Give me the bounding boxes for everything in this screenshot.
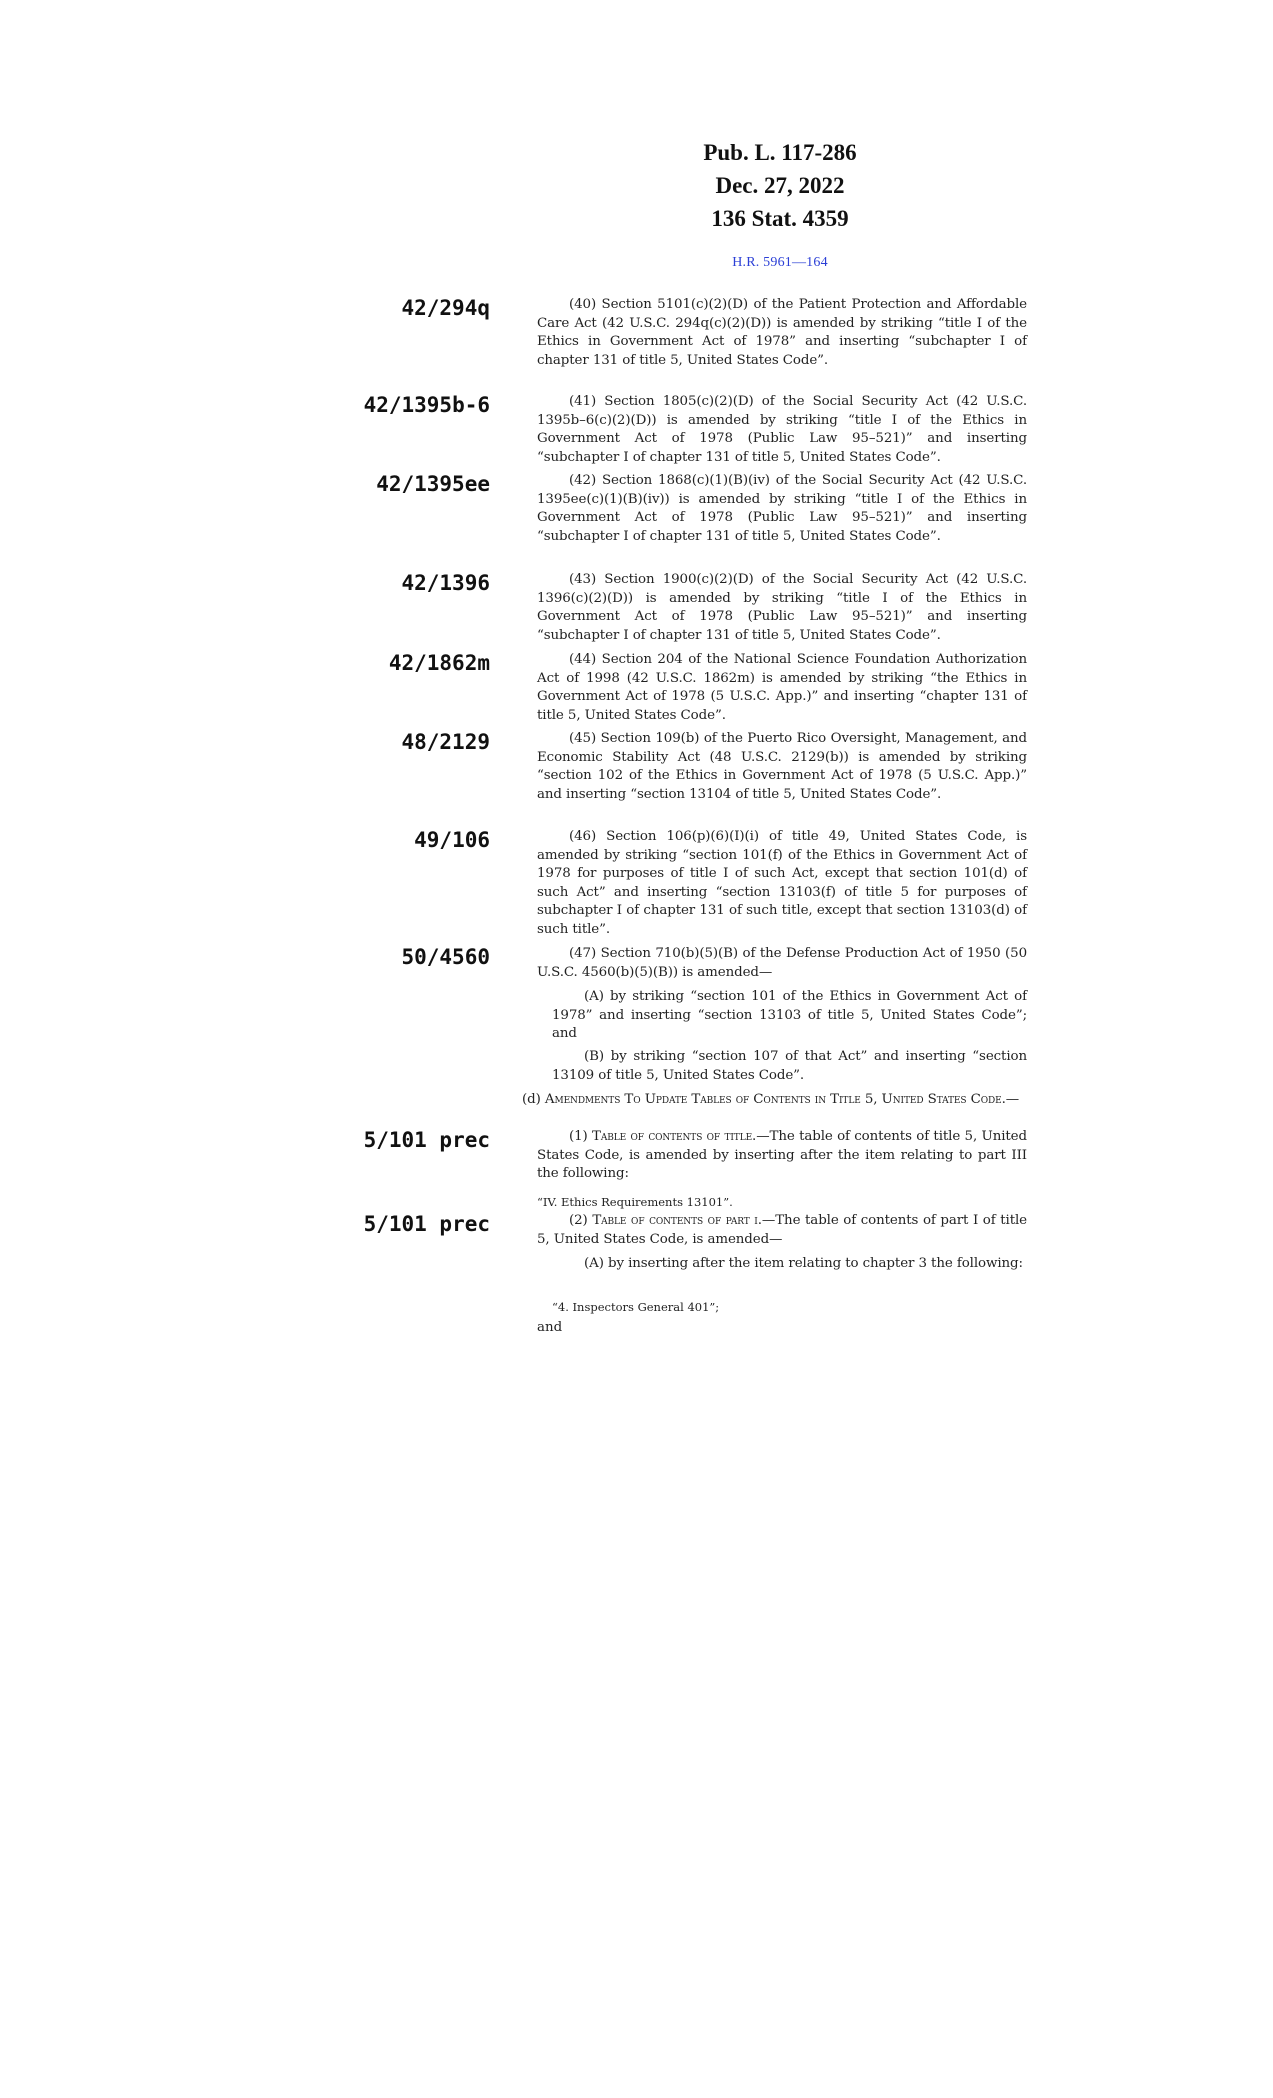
subsection-d-dash: — [1005,1092,1020,1107]
margin-note: 42/1395b-6 [363,393,490,417]
subsection-d-label: (d) [522,1092,545,1107]
public-law-number: Pub. L. 117-286 [703,140,857,165]
margin-note: 42/1396 [401,571,490,595]
inserted-toc-item: “4. Inspectors General 401”; [552,1300,720,1314]
margin-note: 42/294q [401,296,490,320]
paragraph-47-A: (A) by striking “section 101 of the Ethics in Government Act of 1978” and inserting “section 13103 of title 5, United States Code”; and [552,989,1027,1042]
paragraph-d-1-heading: Table of contents of title. [592,1129,757,1144]
inserted-toc-item: “IV. Ethics Requirements 13101”. [537,1195,733,1209]
paragraph-46: (46) Section 106(p)(6)(I)(i) of title 49, United States Code, is amended by striking “section 101(f) of the Ethics in Government Act of 1978 for purposes of title I of such Act, except that section 101(d) of such Act” and inserting “section 13103(f) of title 5 for purposes of subchapter I of chapter 131 of such title, except that section 13103(d) of such title”. [537,829,1027,937]
subsection-d [522,1091,1027,1110]
page-header [620,136,940,271]
paragraph-42: (42) Section 1868(c)(1)(B)(iv) of the Social Security Act (42 U.S.C. 1395ee(c)(1)(B)(iv)) is amended by striking “title I of the Ethics in Government Act of 1978 (Public Law 95–521)” and inserting “subchapter I of chapter 131 of title 5, United States Code”. [537,473,1027,544]
paragraph-45: (45) Section 109(b) of the Puerto Rico Oversight, Management, and Economic Stability Act (48 U.S.C. 2129(b)) is amended by striking “section 102 of the Ethics in Government Act of 1978 (5 U.S.C. App.)” and inserting “section 13104 of title 5, United States Code”. [537,731,1027,802]
margin-note: 5/101 prec [363,1128,490,1152]
paragraph-44: (44) Section 204 of the National Science Foundation Authorization Act of 1998 (42 U.S.C. 1862m) is amended by striking “the Ethics in Government Act of 1978 (5 U.S.C. App.)” and inserting “chapter 131 of title 5, United States Code”. [537,652,1027,723]
paragraph-d-1 [537,1128,1027,1184]
paragraph-47-B: (B) by striking “section 107 of that Act” and inserting “section 13109 of title 5, United States Code”. [552,1049,1027,1083]
paragraph-d-2-heading: Table of contents of part i. [592,1213,762,1228]
paragraph-40: (40) Section 5101(c)(2)(D) of the Patient Protection and Affordable Care Act (42 U.S.C. 294q(c)(2)(D)) is amended by striking “title I of the Ethics in Government Act of 1978” and inserting “subchapter I of chapter 131 of title 5, United States Code”. [537,297,1027,368]
margin-note: 42/1862m [388,651,490,675]
paragraph-d-2 [537,1212,1027,1249]
paragraph-d-1-number: (1) [569,1129,593,1144]
paragraph-47: (47) Section 710(b)(5)(B) of the Defense Production Act of 1950 (50 U.S.C. 4560(b)(5)(B)) is amended— [537,946,1027,980]
paragraph-41: (41) Section 1805(c)(2)(D) of the Social Security Act (42 U.S.C. 1395b–6(c)(2)(D)) is amended by striking “title I of the Ethics in Government Act of 1978 (Public Law 95–521)” and inserting “subchapter I of chapter 131 of title 5, United States Code”. [537,394,1027,465]
paragraph-d-2-number: (2) [569,1213,593,1228]
margin-note: 49/106 [414,828,490,852]
paragraph-d-1-text: —The table of contents of title 5, United States Code, is amended by inserting after the item relating to part III the following: [537,1129,1027,1182]
margin-note: 42/1395ee [376,472,490,496]
enactment-date: Dec. 27, 2022 [715,173,845,198]
margin-note: 5/101 prec [363,1212,490,1236]
subsection-d-heading: Amendments To Update Tables of Contents in Title 5, United States Code. [544,1092,1006,1107]
margin-note: 50/4560 [401,945,490,969]
paragraph-43: (43) Section 1900(c)(2)(D) of the Social Security Act (42 U.S.C. 1396(c)(2)(D)) is amended by striking “title I of the Ethics in Government Act of 1978 (Public Law 95–521)” and inserting “subchapter I of chapter 131 of title 5, United States Code”. [537,572,1027,643]
margin-note: 48/2129 [401,730,490,754]
bill-reference-link[interactable]: H.R. 5961—164 [732,255,828,270]
conjunction-and: and [537,1320,563,1335]
statute-page: 136 Stat. 4359 [711,206,849,231]
paragraph-d-2-text: —The table of contents of part I of title 5, United States Code, is amended— [537,1213,1027,1247]
paragraph-d-2-A: (A) by inserting after the item relating to chapter 3 the following: [584,1256,1023,1271]
